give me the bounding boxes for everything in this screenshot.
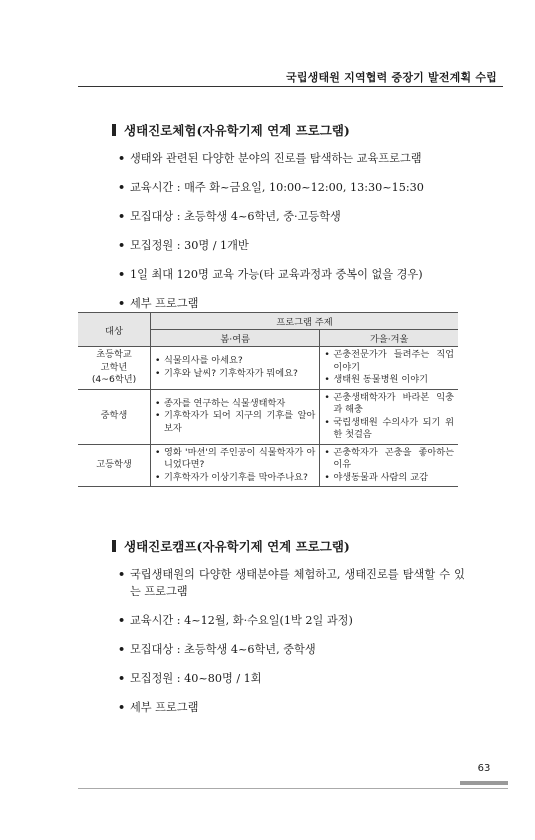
target-cell: 중학생 <box>78 389 151 444</box>
list-item: • 모집정원 : 30명 / 1개반 <box>118 238 249 252</box>
bullet-icon: • <box>118 267 126 281</box>
section-heading-career-camp <box>112 537 350 555</box>
list-item: • 모집대상 : 초등학생 4~6학년, 중학생 <box>118 642 316 656</box>
bullet-icon: • <box>118 296 126 310</box>
list-item: • 1일 최대 120명 교육 가능(타 교육과정과 중복이 없을 경우) <box>118 267 423 281</box>
table-header-row <box>78 313 458 330</box>
bullet-icon: • <box>155 446 161 458</box>
bullet-icon: • <box>118 671 126 685</box>
bullet-icon: • <box>118 567 126 581</box>
spring-cell: • 식물의사를 아세요? • 기후와 날씨? 기후학자가 뭐에요? <box>151 347 320 390</box>
header-rule <box>78 86 503 87</box>
bullet-icon: • <box>324 471 330 483</box>
column-header-theme: 프로그램 주제 <box>151 313 459 330</box>
bullet-icon: • <box>118 700 126 714</box>
column-header-fall: 가을·겨울 <box>320 330 458 347</box>
column-header-target: 대상 <box>78 313 151 347</box>
table-row <box>78 389 458 444</box>
section-heading-text: 생태진로체험(자유학기제 연계 프로그램) <box>124 123 350 138</box>
fall-cell: • 곤충학자가 곤충을 좋아하는 이유 • 야생동물과 사람의 교감 <box>320 444 458 487</box>
heading-marker-icon <box>112 124 116 136</box>
bullet-icon: • <box>324 374 330 385</box>
running-header: 국립생태원 지역협력 중장기 발전계획 수립 <box>286 71 497 84</box>
bullet-icon: • <box>324 446 330 458</box>
spring-cell: • 종자를 연구하는 식물생태학자 • 기후학자가 되어 지구의 기후를 알아보자 <box>151 389 320 444</box>
bullet-icon: • <box>324 391 330 403</box>
bullet-icon: • <box>118 642 126 656</box>
fall-cell: • 곤충전문가가 들려주는 직업이야기 • 생태원 동물병원 이야기 <box>320 347 458 390</box>
bullet-icon: • <box>118 613 126 627</box>
footer-rule <box>78 788 508 789</box>
list-item: • 모집대상 : 초등학생 4~6학년, 중·고등학생 <box>118 209 341 223</box>
section2-bullet-list <box>118 566 465 728</box>
bullet-icon: • <box>118 180 126 194</box>
bullet-icon: • <box>324 416 330 428</box>
bullet-icon: • <box>118 238 126 252</box>
bullet-icon: • <box>155 355 161 367</box>
target-cell: 초등학교 고학년 (4~6학년) <box>78 347 151 390</box>
bullet-icon: • <box>155 397 161 409</box>
spring-cell: • 영화 '마션'의 주인공이 식물학자가 아니었다면? • 기후학자가 이상기후를 막아주나요? <box>151 444 320 487</box>
list-item: • 교육시간 : 4~12월, 화·수요일(1박 2일 과정) <box>118 613 353 627</box>
section-heading-text: 생태진로캠프(자유학기제 연계 프로그램) <box>124 539 350 554</box>
bullet-icon: • <box>155 367 161 379</box>
list-item: • 세부 프로그램 <box>118 296 199 310</box>
bullet-icon: • <box>118 209 126 223</box>
list-item: • 국립생태원의 다양한 생태분야를 체험하고, 생태진로를 탐색할 수 있는 프로그램 <box>118 567 465 598</box>
section-heading-career-experience <box>112 121 350 139</box>
page-number: 63 <box>477 763 491 774</box>
heading-marker-icon <box>112 540 116 552</box>
footer-bar <box>460 781 508 785</box>
bullet-icon: • <box>155 410 161 422</box>
section1-bullet-list <box>118 150 465 324</box>
list-item: • 교육시간 : 매주 화~금요일, 10:00~12:00, 13:30~15:30 <box>118 180 424 194</box>
fall-cell: • 곤충생태학자가 바라본 익충과 해충 • 국립생태원 수의사가 되기 위한 첫걸음 <box>320 389 458 444</box>
table-row <box>78 347 458 390</box>
list-item: • 생태와 관련된 다양한 분야의 진로를 탐색하는 교육프로그램 <box>118 151 422 165</box>
column-header-spring: 봄·여름 <box>151 330 320 347</box>
bullet-icon: • <box>118 151 126 165</box>
target-cell: 고등학생 <box>78 444 151 487</box>
program-table <box>78 312 458 487</box>
bullet-icon: • <box>324 349 330 360</box>
list-item: • 세부 프로그램 <box>118 700 199 714</box>
bullet-icon: • <box>155 471 161 483</box>
table-row <box>78 444 458 487</box>
list-item: • 모집정원 : 40~80명 / 1회 <box>118 671 262 685</box>
